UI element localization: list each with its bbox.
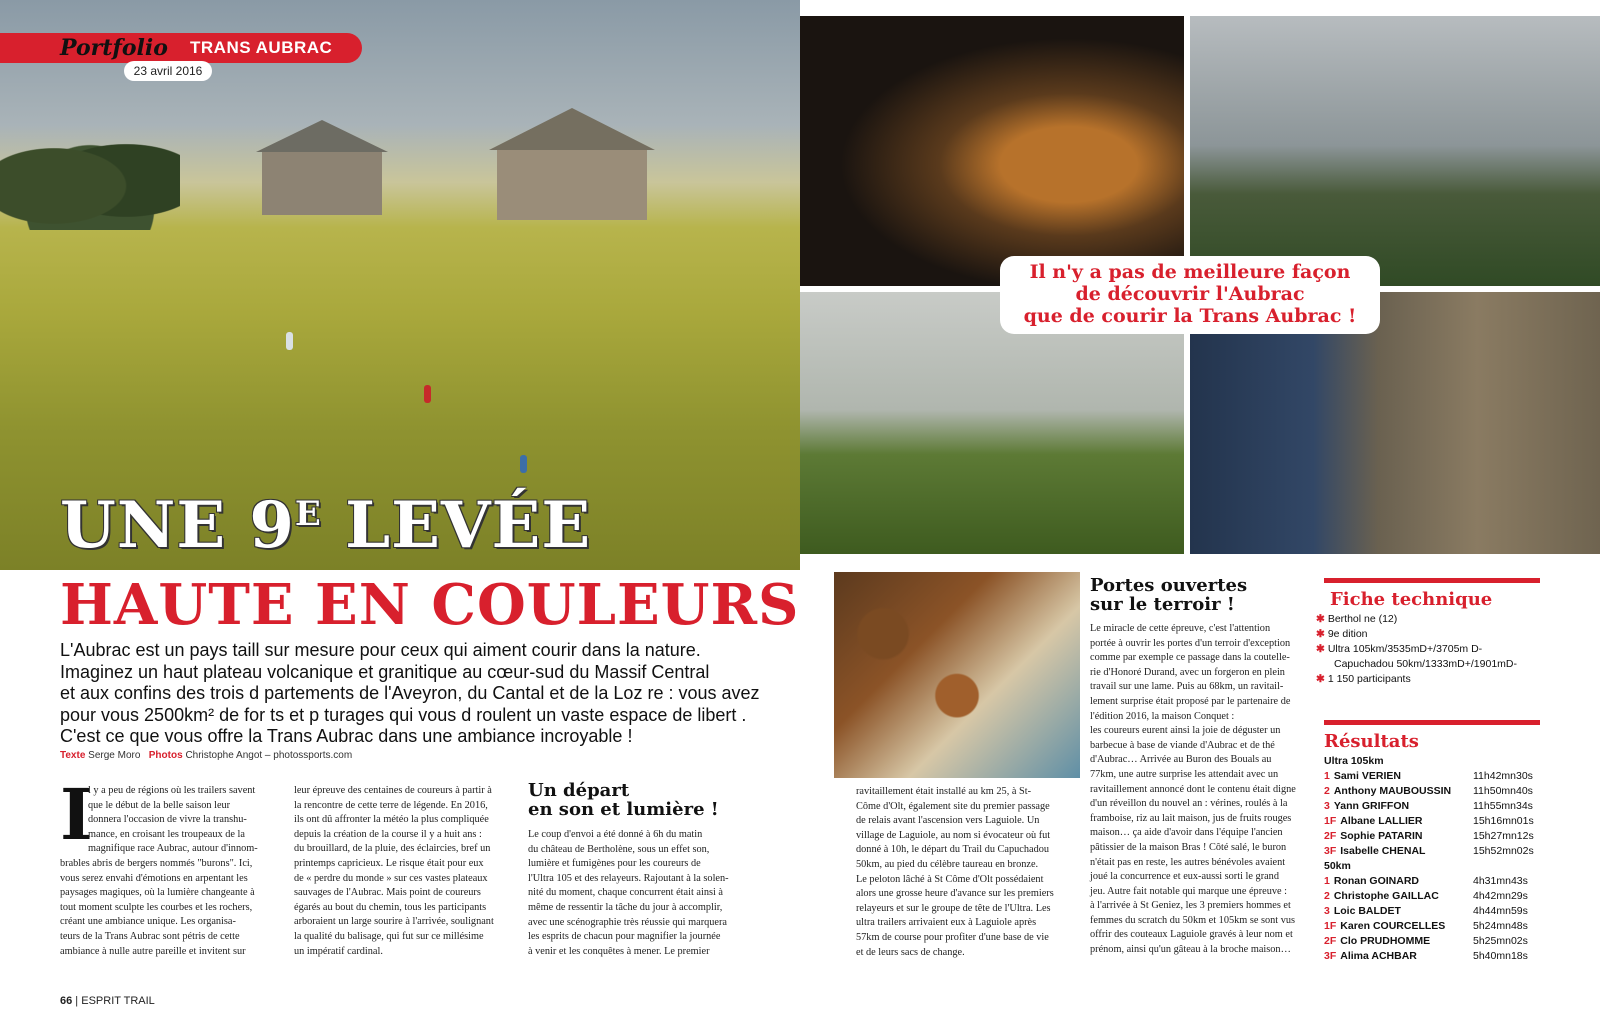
section-label: Portfolio — [60, 35, 168, 61]
body-column-1: l y a peu de régions où les trailers savent que le début de la belle saison leur donnera l'occasion de vivre la transhu- mance, en croisant les troupeaux de la magnifique race Aubrac, autour d'innom- — [88, 785, 258, 855]
result-time: 4h44mn59s — [1473, 905, 1528, 917]
result-time: 15h52mn02s — [1473, 845, 1534, 857]
body-column-1-cont: brables abris de bergers nommés "burons". Ici, vous serez envahi d'émotions en arpentant les paysages magiques, où la lumière changeante à tout moment sculpte les courbes et les rochers, créant une ambiance unique. Les organisa- teurs de la Trans Aubrac sont pétris de cette ambiance à nulle autre pareille et invitent sur — [60, 858, 255, 957]
fiche-rule — [1324, 578, 1540, 583]
results-rule — [1324, 720, 1540, 725]
result-row: 3 Yann GRIFFON — [1324, 800, 1410, 812]
results-title: Résultats — [1324, 731, 1419, 752]
event-label: TRANS AUBRAC — [190, 38, 333, 57]
byline: Texte Serge Moro Photos Christophe Angot – photossports.com — [60, 750, 353, 761]
runner — [286, 332, 293, 350]
result-time: 4h42mn29s — [1473, 890, 1528, 902]
runner — [424, 385, 431, 403]
body-column-2: leur épreuve des centaines de coureurs à partir à la rencontre de cette terre de légende. En 2016, ils ont dû affronter la météo la plus compliquée depuis la création de la course il y a huit ans : du brouillard, de la pluie, des éclaircies, bref un printemps capricieux. Le risque était pour eux de « perdre du monde » sur ces vastes plateaux sauvages de l'Aubrac. Mais point de coureurs égarés au bout du chemin, tous les participants arboraient un large sourire à l'arrivée, soulignant la qualité du balisage, qui fut sur ce millésime un impératif cardinal. — [294, 785, 494, 957]
body-column-4: ravitaillement était installé au km 25, à St- Côme d'Olt, également site du premier passage de relais avant l'ascension vers Laguiole. Un village de Laguiole, au nom si évocateur où fut donné à 10h, le départ du Trail du Capuchadou 50km, au pied du célèbre taureau en bronze. Le peloton lâché à St Côme d'Olt possédaient alors une grosse heure d'avance sur les premiers relayeurs et sur le groupe de tête de l'Ultra. Les ultra trailers arrivaient eux à Laguiole après 57km de course pour profiter d'une base de vie et de leurs sacs de change. — [856, 786, 1054, 958]
result-time: 15h27mn12s — [1473, 830, 1534, 842]
result-row: 3F Alima ACHBAR — [1324, 950, 1417, 962]
pine-trees — [0, 120, 180, 230]
date-badge: 23 avril 2016 — [124, 61, 212, 81]
headline-line2: HAUTE EN COULEURS — [60, 572, 800, 638]
fiche-item: ✱ 9e dition — [1316, 628, 1368, 640]
lede-paragraph: L'Aubrac est un pays taill sur mesure pour ceux qui aiment courir dans la nature. Imaginez un haut plateau volcanique et granitique au cœur-sud du Massif Central et aux confins des trois d partements de l'Aveyron, du Cantal et de la Loz re : vous avez pour vous 2500km² de for ts et p turages qui vous d roulent un vaste espace de libert . C'est ce que vous offre la Trans Aubrac dans une ambiance incroyable ! — [60, 640, 760, 746]
fiche-item: ✱ 1 150 participants — [1316, 673, 1411, 685]
result-time: 11h42mn30s — [1473, 770, 1533, 782]
fiche-title: Fiche technique — [1330, 589, 1493, 610]
stone-buron-large — [497, 148, 647, 220]
result-row: 2 Anthony MAUBOUSSIN — [1324, 785, 1452, 797]
result-time: 11h50mn40s — [1473, 785, 1533, 797]
results-category-50km: 50km — [1324, 860, 1351, 872]
result-row: 2F Sophie PATARIN — [1324, 830, 1423, 842]
result-row: 2 Christophe GAILLAC — [1324, 890, 1439, 902]
result-time: 4h31mn43s — [1473, 875, 1528, 887]
result-time: 15h16mn01s — [1473, 815, 1534, 827]
runner — [520, 455, 527, 473]
result-row: 3 Loic BALDET — [1324, 905, 1401, 917]
page-folio: 66 | ESPRIT TRAIL — [60, 995, 155, 1007]
stone-buron-small — [262, 150, 382, 215]
results-category-ultra: Ultra 105km — [1324, 755, 1384, 767]
body-column-5: Le miracle de cette épreuve, c'est l'attention portée à ouvrir les portes d'un terroir d'exception comme par exemple ce passage dans la coutelle- rie d'Honoré Durand, avec un forgeron en plein travail sur une lame. Puis au 68km, un ravitail- lement surprise était proposé par le partenaire de l'édition 2016, la maison Conquet : les coureurs eurent ainsi la joie de déguster un barbecue à base de viande d'Aubrac et de thé d'Aubrac… Arrivée au Buron des Bouals au 77km, une autre surprise les attendait avec un ravitaillement annoncé dont le contenu était digne d'un réveillon du nouvel an : vérines, roulés à la framboise, riz au lait maison, jus de fruits rouges maison… ça aide d'avoir dans l'équipe l'ancien pâtissier de la maison Bras ! Côté salé, le buron n'était pas en reste, les autres bénévoles avaient joué la concurrence et eux-aussi sorti le grand jeu. Autre fait notable qui marque une épreuve : à l'arrivée à St Geniez, les 3 premiers hommes et femmes du scratch du 50km et 105km se sont vus offrir des couteaux Laguiole gravés à leur nom et prénom, ainsi qu'un gâteau à la broche maison… — [1090, 623, 1296, 956]
body-column-3: Le coup d'envoi a été donné à 6h du matin du château de Bertholène, sous un effet son, lumière et fumigènes pour les coureurs de l'Ultra 105 et des relayeurs. Rajoutant à la solen- nité du moment, chaque concurrent était ainsi à même de ressentir la tâche du jour à accomplir, avec une scénographie très réussie qui marquera les esprits de chacun pour magnifier la journée à venir et les conquêtes à mener. Le premier — [528, 829, 729, 957]
hero-photo-plateau — [0, 0, 800, 570]
result-time: 11h55mn34s — [1473, 800, 1533, 812]
photo-runners-trees — [1190, 16, 1600, 286]
result-row: 1F Albane LALLIER — [1324, 815, 1423, 827]
result-time: 5h24mn48s — [1473, 920, 1528, 932]
result-time: 5h40mn18s — [1473, 950, 1528, 962]
photo-verrines — [834, 572, 1080, 778]
result-row: 1F Karen COURCELLES — [1324, 920, 1446, 932]
drop-cap: I — [60, 773, 93, 856]
pull-quote: Il n'y a pas de meilleure façon de découvrir l'Aubrac que de courir la Trans Aubrac ! — [1000, 256, 1380, 334]
headline-line1: UNE $9^E$ LEVÉE — [60, 488, 592, 563]
result-row: 3F Isabelle CHENAL — [1324, 845, 1426, 857]
result-row: 2F Clo PRUDHOMME — [1324, 935, 1431, 947]
subheading-depart: Un départ en son et lumière ! — [528, 780, 719, 820]
fiche-item: Capuchadou 50km/1333mD+/1901mD- — [1334, 658, 1517, 670]
photo-castle-night-start — [800, 16, 1184, 286]
subheading-portes: Portes ouvertes sur le terroir ! — [1090, 575, 1248, 615]
result-row: 1 Sami VERIEN — [1324, 770, 1401, 782]
result-time: 5h25mn02s — [1473, 935, 1528, 947]
fiche-item: ✱ Berthol ne (12) — [1316, 613, 1398, 625]
result-row: 1 Ronan GOINARD — [1324, 875, 1420, 887]
section-tag — [0, 33, 362, 63]
fiche-item: ✱ Ultra 105km/3535mD+/3705m D- — [1316, 643, 1483, 655]
